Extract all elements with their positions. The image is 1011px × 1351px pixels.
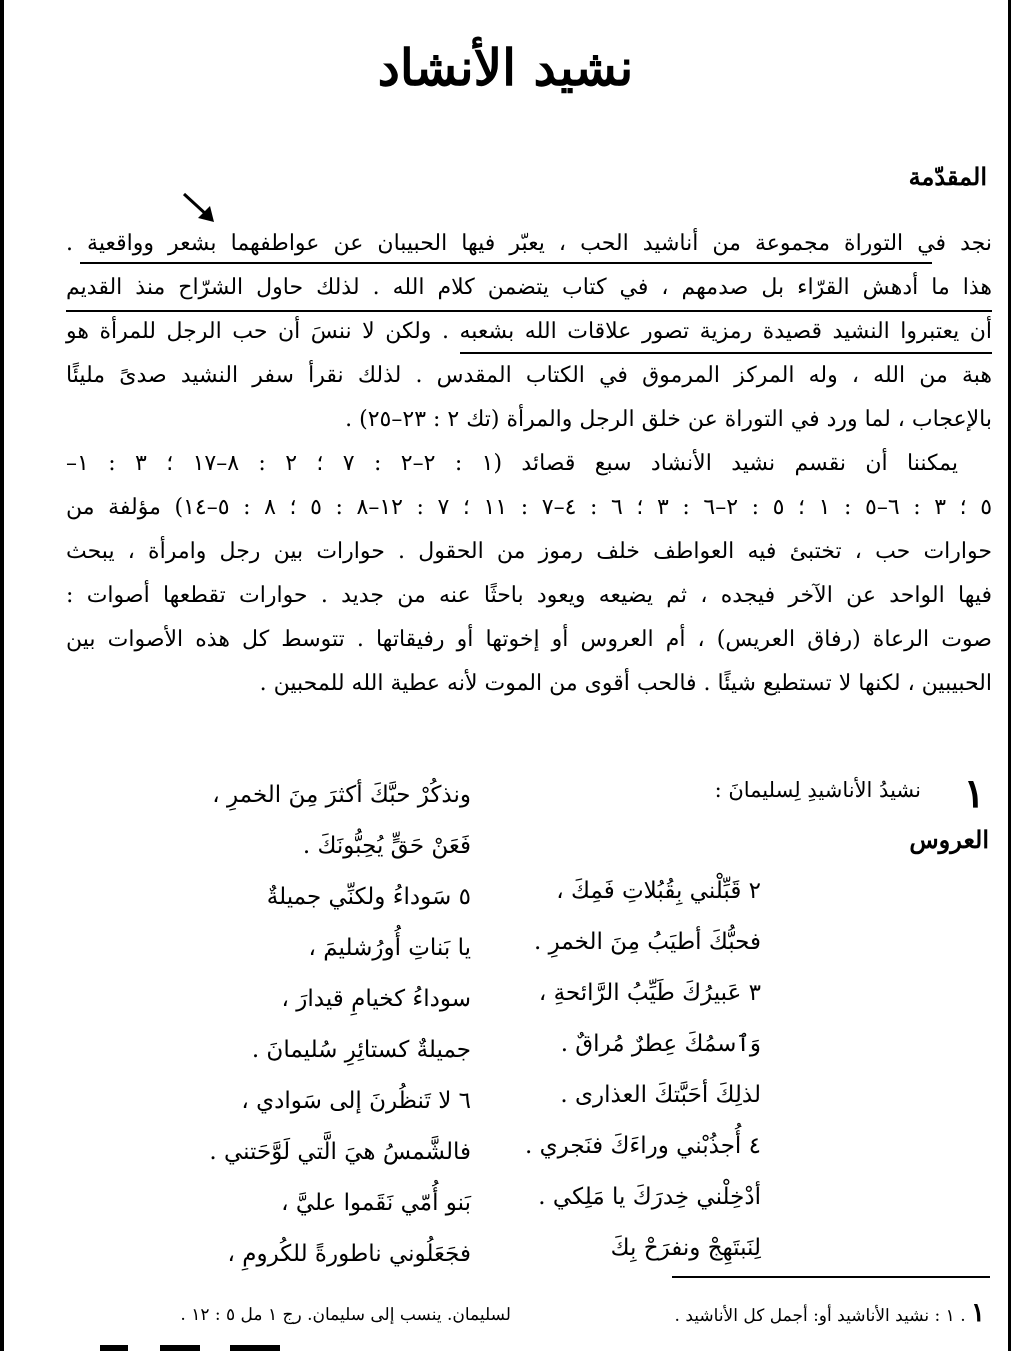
arrow-annotation-icon bbox=[180, 190, 220, 226]
footnote-chapter-number: ١ bbox=[971, 1298, 985, 1328]
verse-line: ونذكُرْ حبَّكَ أكثرَ مِنَ الخمرِ ، bbox=[212, 782, 471, 808]
speaker-label: العروس bbox=[909, 825, 989, 854]
intro-line: فيها الواحد عن الآخر فيجده ، ثم يضيعه ويعود باحثًا عنه من جديد . حوارات تقطعها أصوات : bbox=[66, 583, 992, 608]
intro-line: هذا ما أدهش القرّاء بل صدمهم ، في كتاب يتضمن كلام الله . لذلك حاول الشرّاح منذ القديم bbox=[66, 275, 992, 300]
footnote-left: لسليمان. ينسب إلى سليمان. رج ١ مل ٥ : ١٢ . bbox=[180, 1305, 511, 1325]
verse-line: فحبُّكَ أطيَبُ مِنَ الخمرِ . bbox=[533, 929, 761, 955]
scan-edge-marks bbox=[100, 1343, 300, 1351]
intro-paragraphs bbox=[66, 222, 992, 706]
verse-line: يا بَناتِ أُورُشليمَ ، bbox=[308, 935, 471, 961]
underline-annotation bbox=[460, 352, 992, 354]
footnote-text: . ١ : نشيد الأناشيد أو: أجمل كل الأناشيد . bbox=[674, 1306, 966, 1326]
intro-line: الحبيبين ، لكنها لا تستطيع شيئًا . فالحب أقوى من الموت لأنه عطية الله للمحبين . bbox=[259, 671, 992, 696]
intro-line: يمكننا أن نقسم نشيد الأنشاد سبع قصائد (١ : ٢–٢ : ٧ ؛ ٢ : ٨–١٧ ؛ ٣ : ١– bbox=[66, 451, 959, 476]
intro-line: أن يعتبروا النشيد قصيدة رمزية تصور علاقات الله بشعبه . ولكن لا ننسَ أن حب الرجل للمرأة هو bbox=[66, 319, 992, 344]
chapter-number: ١ bbox=[963, 770, 985, 817]
verse-line: لِنَبتَهِجْ ونفرَحْ بِكَ bbox=[610, 1235, 761, 1261]
verse-line: فالشَّمسُ هيَ الَّتي لَوَّحَتني . bbox=[209, 1139, 471, 1165]
verse-line: فَعَنْ حَقٍّ يُحِبُّونَكَ . bbox=[302, 833, 471, 859]
verse-line: بَنو أُمّي نَقَموا عليَّ ، bbox=[281, 1190, 471, 1216]
underline-annotation bbox=[80, 262, 932, 264]
verse-line: ٥ سَوداءُ ولكنِّي جميلةٌ bbox=[266, 884, 471, 910]
verse-line: ٦ لا تَنظُرنَ إلى سَوادي ، bbox=[241, 1088, 471, 1114]
intro-line: نجد في التوراة مجموعة من أناشيد الحب ، يعبّر فيها الحبيبان عن عواطفهما بشعر وواقعية . bbox=[66, 231, 992, 256]
verse-line: جميلةٌ كستائِرِ سُليمانَ . bbox=[251, 1037, 471, 1063]
verse-line: ٣ عَبيرُكَ طَيِّبُ الرَّائحةِ ، bbox=[538, 980, 761, 1006]
verse-line: ٢ قَبِّلْني بِقُبُلاتِ فَمِكَ ، bbox=[556, 878, 761, 904]
section-heading: المقدّمة bbox=[908, 162, 987, 191]
verse-line: وَٱسمُكَ عِطرٌ مُراقٌ . bbox=[560, 1031, 761, 1057]
underline-annotation bbox=[66, 310, 992, 312]
intro-line: حوارات حب ، تختبئ فيه العواطف خلف رموز من الحقول . حوارات بين رجل وامرأة ، يبحث bbox=[66, 539, 992, 564]
page-title: نشيد الأنشاد bbox=[377, 38, 634, 97]
intro-line: بالإعجاب ، لما ورد في التوراة عن خلق الرجل والمرأة (تك ٢ : ٢٣–٢٥) . bbox=[345, 407, 992, 432]
verse-line: ٤ أُجذُبْني وراءَكَ فنَجري . bbox=[525, 1133, 761, 1159]
intro-line: هبة من الله ، وله المركز المرموق في الكتاب المقدس . لذلك نقرأ سفر النشيد صدىً مليئًا bbox=[66, 363, 992, 388]
verse-line: فجَعَلُوني ناطورةً للكُرومِ ، bbox=[227, 1241, 471, 1267]
verse-line: أدْخِلْني خِدرَكَ يا مَلِكي . bbox=[538, 1184, 761, 1210]
footnote-divider bbox=[672, 1276, 990, 1278]
footnote-right bbox=[675, 1298, 985, 1331]
verse-line: سوداءُ كخيامِ قيدارَ ، bbox=[281, 986, 471, 1012]
verse-line: لذلِكَ أحَبَّتكَ العذارى . bbox=[560, 1082, 761, 1108]
intro-line: ٥ ؛ ٣ : ٦–٥ : ١ ؛ ٥ : ٢–٦ : ٣ ؛ ٦ : ٤–٧ : ١١ ؛ ٧ : ١٢–٨ : ٥ ؛ ٨ : ٥–١٤) مؤلفة من bbox=[66, 495, 993, 520]
poem-title-line: نشيدُ الأناشيدِ لِسليمانَ : bbox=[714, 778, 921, 802]
verse-column-left bbox=[111, 770, 471, 1280]
intro-line: صوت الرعاة (رفاق العريس) ، أم العروس أو إخوتها أو رفيقاتها . تتوسط كل هذه الأصوات بين bbox=[66, 627, 992, 652]
page-border-left bbox=[0, 0, 4, 1351]
